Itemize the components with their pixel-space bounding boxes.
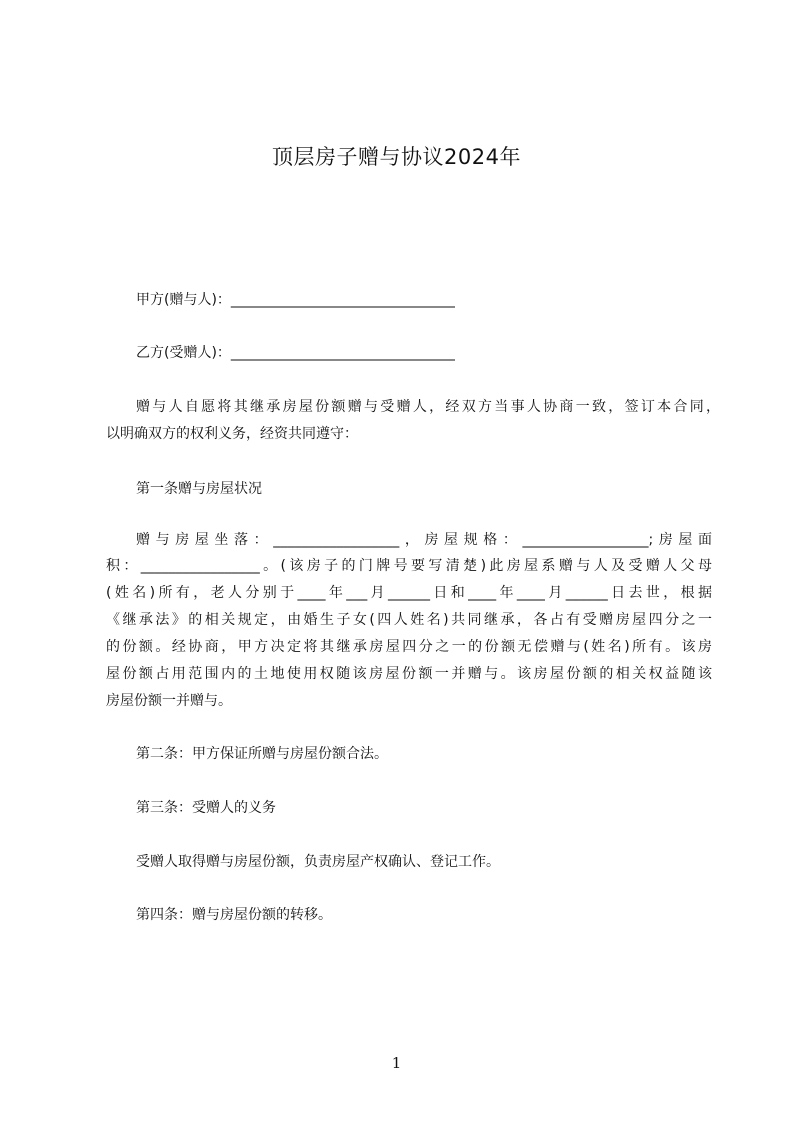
intro-line-1: 赠与人自愿将其继承房屋份额赠与受赠人，经双方当事人协商一致，签订本合同， bbox=[136, 399, 720, 415]
article-1-heading: 第一条赠与房屋状况 bbox=[136, 481, 262, 497]
article-3-heading: 第三条：受赠人的义务 bbox=[136, 800, 276, 816]
article-1-line: 积：_________________。(该房子的门牌号要写清楚)此房屋系赠与人及受赠人父母 bbox=[106, 558, 712, 574]
article-4: 第四条：赠与房屋份额的转移。 bbox=[136, 907, 332, 923]
document-title: 顶层房子赠与协议2024年 bbox=[272, 145, 521, 169]
article-1-line: 房屋份额一并赠与。 bbox=[106, 693, 232, 709]
intro-line-2: 以明确双方的权利义务，经资共同遵守： bbox=[106, 426, 358, 442]
article-1-line: 《继承法》的相关规定，由婚生子女(四人姓名)共同继承，各占有受赠房屋四分之一 bbox=[106, 612, 712, 628]
page-number: 1 bbox=[391, 1054, 402, 1072]
article-2: 第二条：甲方保证所赠与房屋份额合法。 bbox=[136, 746, 388, 762]
article-3-body: 受赠人取得赠与房屋份额，负责房屋产权确认、登记工作。 bbox=[136, 854, 500, 870]
party-a-line: 甲方(赠与人)：________________________________ bbox=[136, 292, 455, 308]
article-1-line: 赠与房屋坐落：__________________，房屋规格：__________________;房屋面 bbox=[136, 532, 712, 548]
article-1-line: 屋份额占用范围内的土地使用权随该房屋份额一并赠与。该房屋份额的相关权益随该 bbox=[106, 666, 712, 682]
party-b-line: 乙方(受赠人)：________________________________ bbox=[136, 345, 455, 361]
article-1-line: 的份额。经协商，甲方决定将其继承房屋四分之一的份额无偿赠与(姓名)所有。该房 bbox=[106, 639, 712, 655]
article-1-line: (姓名)所有，老人分别于____年___月______日和____年____月______日去世，根据 bbox=[106, 585, 712, 601]
